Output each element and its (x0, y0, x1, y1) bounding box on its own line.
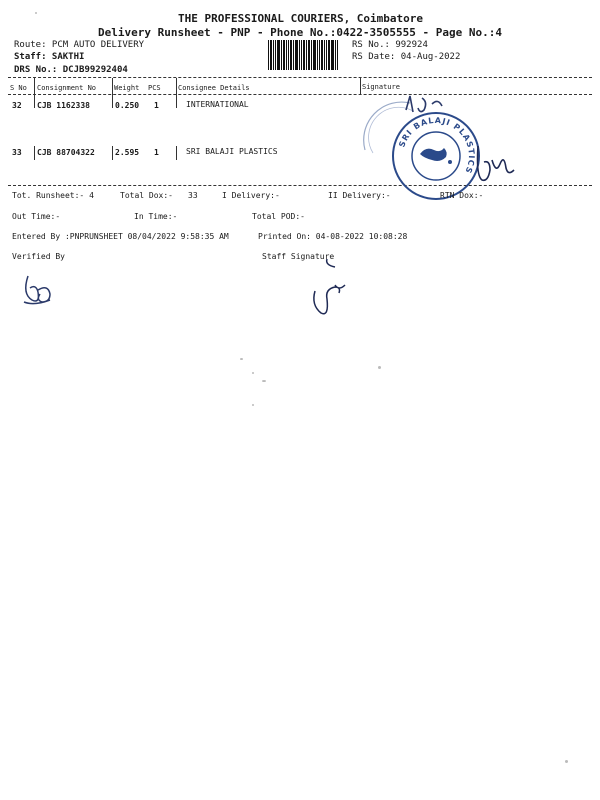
row-sno: 32 (12, 101, 22, 110)
entered-by: Entered By :PNPRUNSHEET 08/04/2022 9:58:35 AM (12, 232, 229, 241)
col-divider (176, 78, 177, 108)
col-divider (176, 146, 177, 160)
row-sno: 33 (12, 148, 22, 157)
staff-label: Staff: SAKTHI (14, 52, 85, 62)
route-label: Route: PCM AUTO DELIVERY (14, 40, 145, 50)
col-divider (360, 78, 361, 94)
row-consignee: SRI BALAJI PLASTICS (186, 147, 278, 156)
col-divider (34, 146, 35, 160)
col-weight: Weight (114, 84, 140, 92)
row-consignee: INTERNATIONAL (186, 100, 249, 109)
first-delivery: I Delivery:- (222, 191, 280, 200)
col-signature: Signature (362, 83, 400, 91)
header-bottom-rule (8, 94, 592, 95)
receiver-signature (470, 138, 525, 188)
col-sno: S No (10, 84, 27, 92)
drs-number: DRS No.: DCJB99292404 (14, 65, 128, 75)
total-pod: Total POD:- (252, 212, 305, 221)
col-divider (34, 78, 35, 108)
row-consignment: CJB 1162338 (37, 101, 90, 110)
rs-number: RS No.: 992924 (352, 40, 428, 50)
stamp-text: SRI BALAJI PLASTICS (397, 115, 477, 176)
receiver-signature (400, 90, 450, 118)
table-top-rule (8, 77, 592, 78)
row-pcs: 1 (154, 148, 159, 157)
second-delivery: II Delivery:- (328, 191, 391, 200)
barcode (268, 40, 348, 70)
out-time: Out Time:- (12, 212, 61, 221)
scan-speck (565, 760, 568, 763)
scan-speck (252, 372, 254, 374)
verified-by: Verified By (12, 252, 65, 261)
rtn-dox: RTN Dox:- (440, 191, 484, 200)
runsheet-subtitle: Delivery Runsheet - PNP - Phone No.:0422-3505555 - Page No.:4 (98, 26, 502, 39)
scan-speck (252, 404, 254, 406)
col-divider (112, 78, 113, 108)
verifier-signature (18, 270, 58, 310)
col-consignee: Consignee Details (178, 84, 250, 92)
in-time: In Time:- (134, 212, 178, 221)
company-title: THE PROFESSIONAL COURIERS, Coimbatore (178, 12, 424, 25)
staff-signature (305, 255, 355, 320)
row-weight: 2.595 (115, 148, 140, 157)
scan-speck (378, 366, 381, 369)
scan-speck (35, 12, 37, 14)
col-divider (112, 146, 113, 160)
total-dox-label: Total Dox:- (120, 191, 173, 200)
row-weight: 0.250 (115, 101, 140, 110)
printed-on: Printed On: 04-08-2022 10:08:28 (258, 232, 408, 241)
total-runsheet: Tot. Runsheet:- 4 (12, 191, 94, 200)
scan-speck (262, 380, 266, 382)
staff-signature-label: Staff Signature (262, 252, 335, 261)
total-dox-value: 33 (188, 191, 198, 200)
scan-speck (240, 358, 243, 360)
col-consignment: Consignment No (37, 84, 97, 92)
row-consignment: CJB 88704322 (37, 148, 95, 157)
col-pcs: PCS (148, 84, 161, 92)
rs-date: RS Date: 04-Aug-2022 (352, 52, 461, 62)
row-pcs: 1 (154, 101, 159, 110)
